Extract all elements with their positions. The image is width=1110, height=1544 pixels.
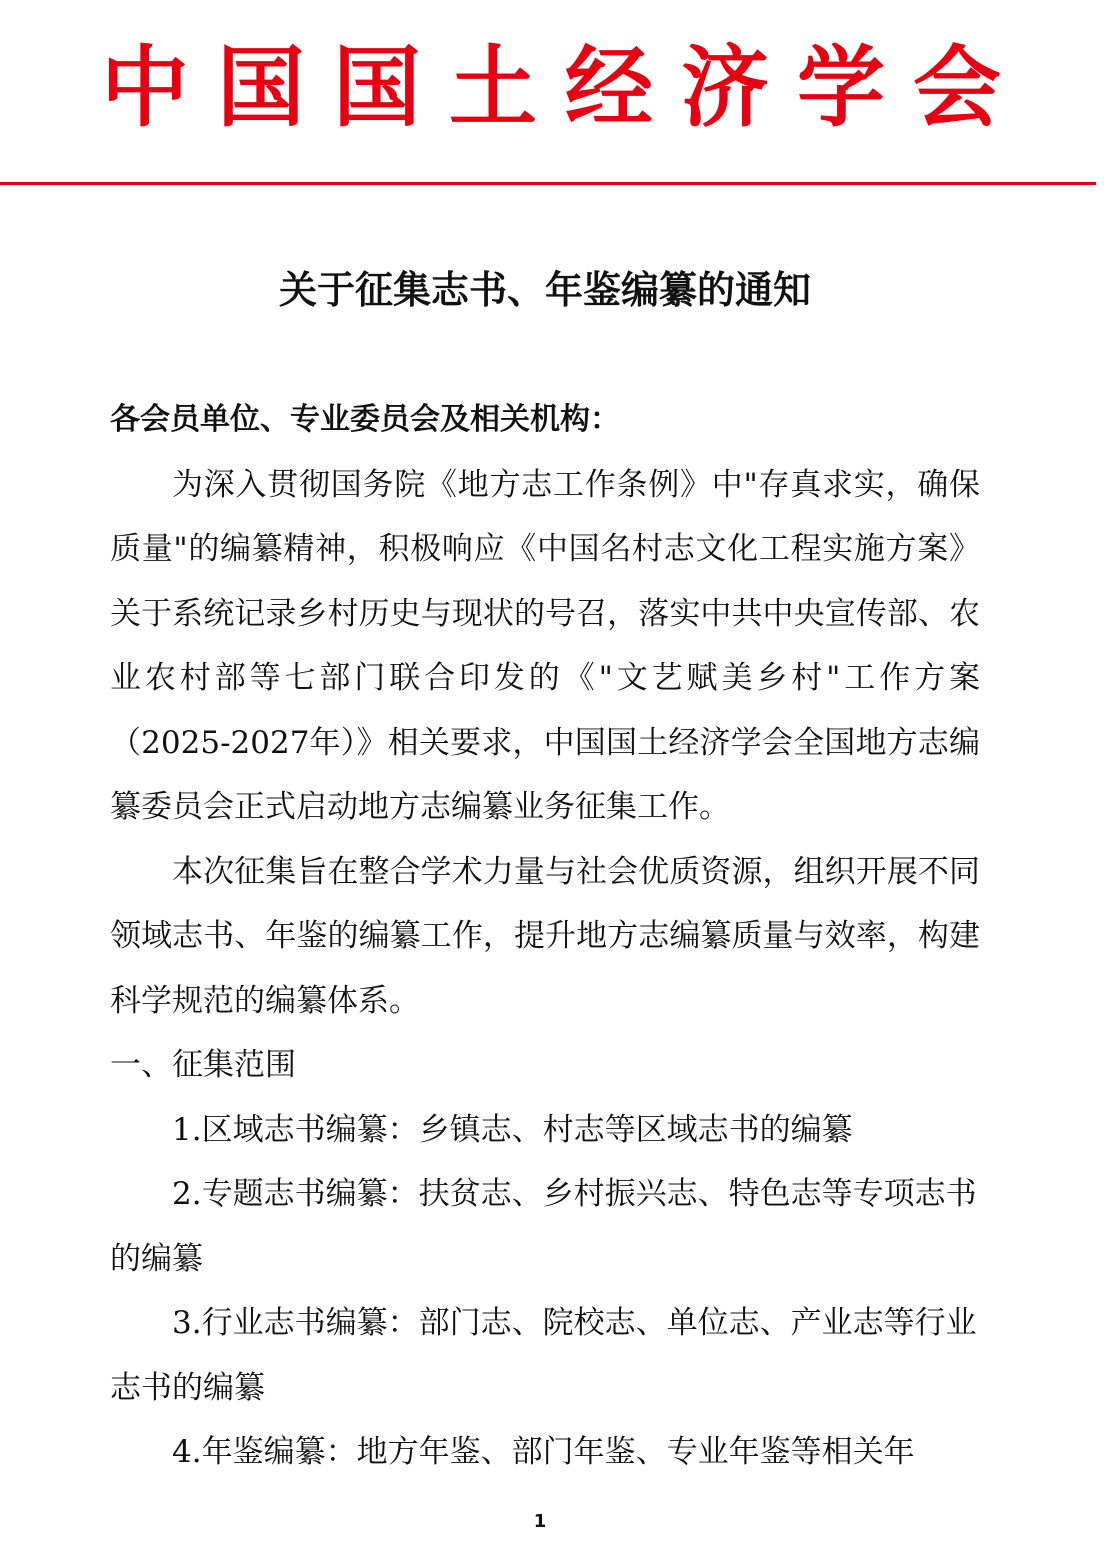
scope-item-label: 1.区域志书编纂： [172,1111,419,1148]
scope-item-label: 4.年鉴编纂： [172,1434,357,1470]
scope-item [110,1098,980,1163]
letterhead-org-name: 中国国土经济学会 [100,36,1029,139]
scope-item-desc: 扶贫志、乡村振兴志、特色志等专项志书的编纂 [110,1176,977,1277]
letterhead-red-rule [0,182,1096,185]
scope-item-desc: 地方年鉴、部门年鉴、专业年鉴等相关年 [356,1434,915,1470]
purpose-paragraph: 本次征集旨在整合学术力量与社会优质资源，组织开展不同领域志书、年鉴的编纂工作，提升地方志编纂质量与效率，构建科学规范的编纂体系。 [110,853,980,1019]
notice-title: 关于征集志书、年鉴编纂的通知 [278,268,811,312]
scope-item-label: 3.行业志书编纂： [172,1305,419,1341]
intro-paragraph: 为深入贯彻国务院《地方志工作条例》中"存真求实，确保质量"的编纂精神，积极响应《中国名村志文化工程实施方案》关于系统记录乡村历史与现状的号召，落实中共中央宣传部、农业农村部等七部门联合印发的《"文艺赋美乡村"工作方案（2025-2027年）》相关要求，中国国土经济学会全国地方志编纂委员会正式启动地方志编纂业务征集工作。 [110,466,980,825]
notice-body [110,388,980,1485]
scope-item [110,1162,980,1291]
scope-item-desc: 乡镇志、村志等区域志书的编纂 [418,1111,853,1148]
scope-item-desc: 部门志、院校志、单位志、产业志等行业志书的编纂 [110,1305,977,1406]
salutation: 各会员单位、专业委员会及相关机构： [110,402,620,437]
page-number: 1 [533,1511,547,1532]
letterhead [0,28,1110,148]
scope-item [110,1291,980,1420]
scope-item-label: 2.专题志书编纂： [172,1176,419,1212]
section-heading-scope: 一、征集范围 [110,1047,296,1083]
scope-item [110,1420,980,1485]
